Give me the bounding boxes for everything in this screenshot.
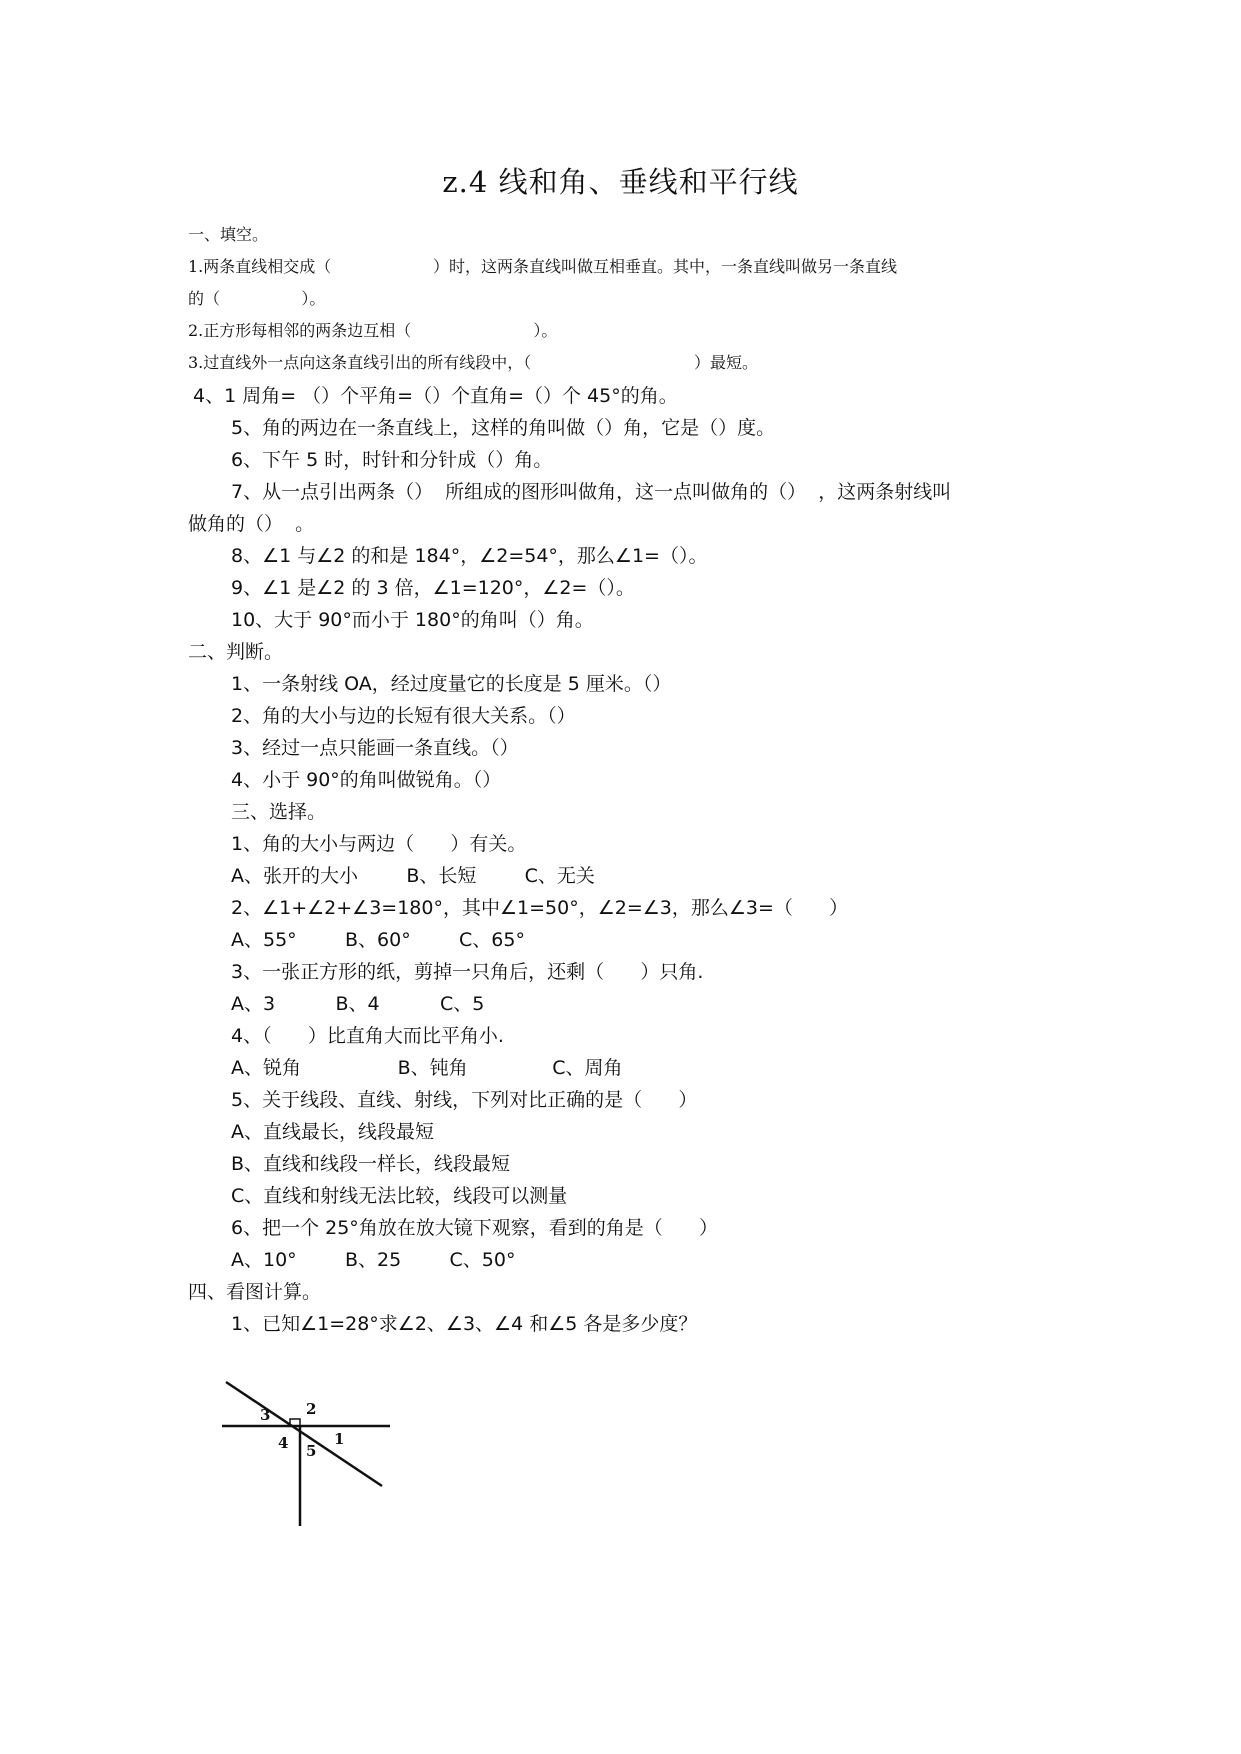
q4: 4、1 周角= （）个平角=（）个直角=（）个 45°的角。 <box>193 385 678 407</box>
angle-label-1: 1 <box>334 1430 345 1448</box>
angle-label-4: 4 <box>278 1434 289 1452</box>
q3: 3.过直线外一点向这条直线引出的所有线段中，（ ）最短。 <box>188 353 759 372</box>
q9: 9、∠1 是∠2 的 3 倍，∠1=120°，∠2=（）。 <box>231 577 635 599</box>
choice-question: 5、关于线段、直线、射线，下列对比正确的是（ ） <box>231 1089 698 1111</box>
judge-item: 3、经过一点只能画一条直线。（） <box>231 737 519 759</box>
choice-question: 2、∠1+∠2+∠3=180°，其中∠1=50°，∠2=∠3，那么∠3=（ ） <box>231 897 849 919</box>
q10: 10、大于 90°而小于 180°的角叫（）角。 <box>231 609 594 631</box>
judge-item: 1、一条射线 OA，经过度量它的长度是 5 厘米。（） <box>231 673 672 695</box>
q2: 2.正方形每相邻的两条边互相（ ）。 <box>188 321 558 340</box>
section2-heading: 二、判断。 <box>188 641 284 663</box>
choice-question: 6、把一个 25°角放在放大镜下观察，看到的角是（ ） <box>231 1217 719 1239</box>
choice-options: A、10° B、25 C、50° <box>231 1249 516 1271</box>
calc-question: 1、已知∠1=28°求∠2、∠3、∠4 和∠5 各是多少度？ <box>231 1313 698 1335</box>
q6: 6、下午 5 时，时针和分针成（）角。 <box>231 449 553 471</box>
choice-option: C、直线和射线无法比较，线段可以测量 <box>231 1185 568 1207</box>
page-title: z.4 线和角、垂线和平行线 <box>442 165 799 199</box>
choice-option: B、直线和线段一样长，线段最短 <box>231 1153 511 1175</box>
choice-question: 1、角的大小与两边（ ）有关。 <box>231 833 527 855</box>
angle-label-5: 5 <box>306 1442 317 1460</box>
q1-line2: 的（ ）。 <box>188 289 326 308</box>
q1-line1: 1.两条直线相交成（ ）时，这两条直线叫做互相垂直。其中，一条直线叫做另一条直线 <box>188 257 897 276</box>
choice-options: A、张开的大小 B、长短 C、无关 <box>231 865 595 887</box>
q7-line2: 做角的（） 。 <box>188 513 315 535</box>
choice-question: 4、（ ）比直角大而比平角小. <box>231 1025 504 1047</box>
angle-label-3: 3 <box>260 1406 271 1424</box>
q8: 8、∠1 与∠2 的和是 184°，∠2=54°，那么∠1=（）。 <box>231 545 708 567</box>
judge-item: 2、角的大小与边的长短有很大关系。（） <box>231 705 576 727</box>
choice-question: 3、一张正方形的纸，剪掉一只角后，还剩（ ）只角. <box>231 961 704 983</box>
section1-heading: 一、填空。 <box>188 225 269 244</box>
angle-label-2: 2 <box>306 1400 317 1418</box>
section4-heading: 四、看图计算。 <box>188 1281 322 1303</box>
choice-options: A、3 B、4 C、5 <box>231 993 485 1015</box>
section3-heading: 三、选择。 <box>231 801 327 823</box>
q7-line1: 7、从一点引出两条（） 所组成的图形叫做角，这一点叫做角的（） ，这两条射线叫 <box>231 481 952 503</box>
diagonal-line <box>226 1382 382 1486</box>
q5: 5、角的两边在一条直线上，这样的角叫做（）角，它是（）度。 <box>231 417 776 439</box>
choice-option: A、直线最长，线段最短 <box>231 1121 434 1143</box>
choice-options: A、锐角 B、钝角 C、周角 <box>231 1057 623 1079</box>
angles-figure <box>218 1380 398 1530</box>
choice-options: A、55° B、60° C、65° <box>231 929 525 951</box>
judge-item: 4、小于 90°的角叫做锐角。（） <box>231 769 502 791</box>
